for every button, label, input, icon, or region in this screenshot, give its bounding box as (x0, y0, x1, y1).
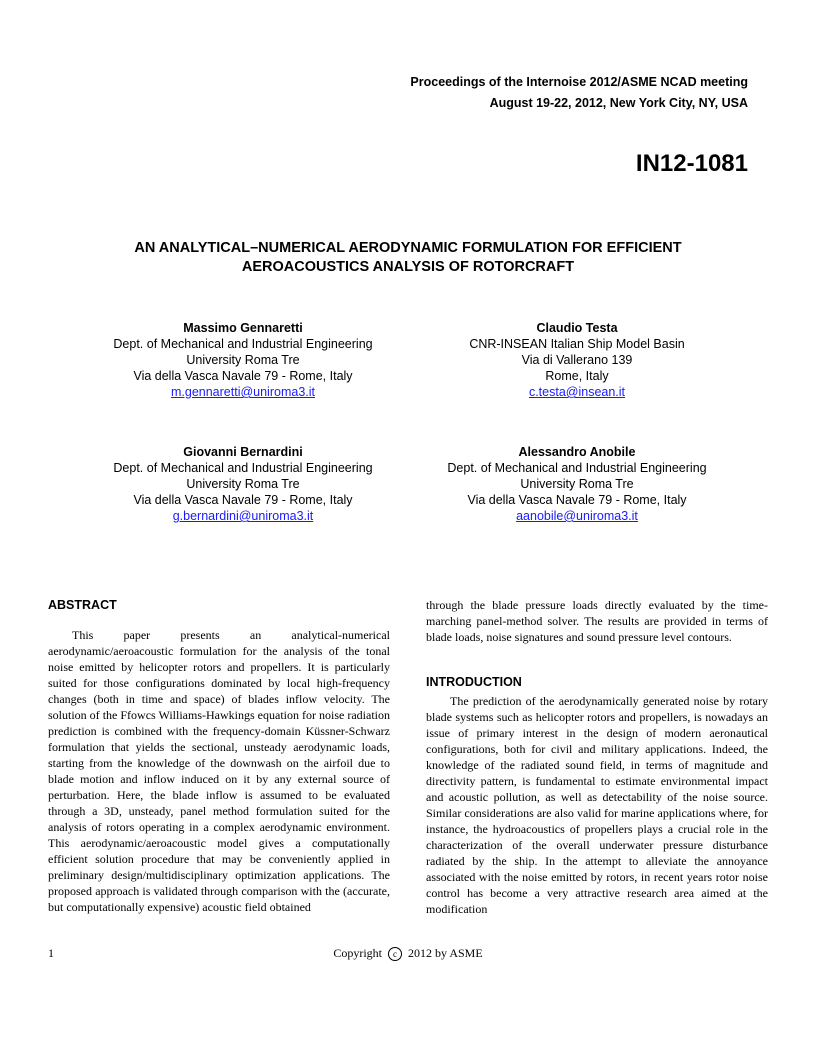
author-name: Claudio Testa (536, 321, 618, 335)
proceedings-header (410, 72, 748, 114)
author-block (412, 444, 742, 524)
author-institution: University Roma Tre (186, 477, 300, 491)
author-name: Alessandro Anobile (518, 445, 636, 459)
author-institution: Via di Vallerano 139 (521, 353, 633, 367)
proceedings-line-1: Proceedings of the Internoise 2012/ASME NCAD meeting (410, 75, 748, 89)
author-address: Via della Vasca Navale 79 - Rome, Italy (133, 493, 353, 507)
introduction-heading: INTRODUCTION (426, 675, 522, 689)
abstract-paragraph: This paper presents an analytical-numerical aerodynamic/aeroacoustic formulation for the analysis of the tonal noise emitted by helicopter rotors and propellers. It is particularly suited for those configurations dominated by local high-frequency changes (both in time and space) of blades inflow velocity. The solution of the Ffowcs Williams-Hawkings equation for noise radiation prediction is combined with the frequency-domain Küssner-Schwarz formulation that yields the sectional, unsteady aerodynamic loads, starting from the knowledge of the downwash on the airfoil due to blade motion and inflow induced on it by any external source of perturbation. Here, the blade inflow is assumed to be evaluated through a 3D, unsteady, panel method formulation suited for the analysis of rotors operating in a complex aerodynamic environment. This aerodynamic/aeroacoustic model gives a computationally efficient solution procedure that may be conveniently applied in preliminary design/multidisciplinary optimization applications. The proposed approach is validated through comparison with the (accurate, but computationally expensive) acoustic field obtained (48, 628, 390, 914)
page-number: 1 (48, 946, 54, 960)
author-dept: Dept. of Mechanical and Industrial Engineering (113, 461, 373, 475)
paper-title (60, 239, 756, 277)
introduction-paragraph: The prediction of the aerodynamically generated noise by rotary blade systems such as helicopter rotors and propellers, is nowadays an issue of primary interest in the design of modern aeronautical configurations, both for civil and military applications. Indeed, the knowledge of the radiated sound field, in terms of magnitude and directivity pattern, is fundamental to estimate environmental impact and acoustic pollution, as well as detectability of the noise source. Similar considerations are also valid for marine applications where, for instance, the hydroacoustics of propellers plays a crucial role in the characterization of the overall underwater pressure disturbance radiated by the ship. In the attempt to alleviate the annoyance associated with the noise emitted by rotors, in recent years rotor noise control has become a very attractive research area aimed at the modification (426, 694, 768, 916)
right-column (426, 597, 768, 917)
author-block (78, 444, 408, 524)
author-address: Via della Vasca Navale 79 - Rome, Italy (133, 369, 353, 383)
author-institution: University Roma Tre (186, 353, 300, 367)
author-block (412, 320, 742, 400)
author-email-link[interactable]: c.testa@insean.it (528, 385, 626, 399)
copyright-icon: c (388, 947, 402, 961)
copyright-prefix: Copyright (333, 946, 382, 960)
author-email-link[interactable]: aanobile@uniroma3.it (516, 509, 638, 523)
author-email-link[interactable]: g.bernardini@uniroma3.it (172, 509, 314, 523)
paper-id: IN12-1081 (635, 150, 748, 177)
author-email-link[interactable]: m.gennaretti@uniroma3.it (170, 385, 315, 399)
left-column (48, 597, 390, 915)
author-dept: CNR-INSEAN Italian Ship Model Basin (469, 337, 685, 351)
proceedings-line-2: August 19-22, 2012, New York City, NY, USA (489, 96, 748, 110)
author-name: Massimo Gennaretti (183, 321, 303, 335)
author-dept: Dept. of Mechanical and Industrial Engineering (113, 337, 373, 351)
author-address: Via della Vasca Navale 79 - Rome, Italy (467, 493, 687, 507)
copyright-notice (48, 946, 768, 961)
author-institution: University Roma Tre (520, 477, 634, 491)
author-dept: Dept. of Mechanical and Industrial Engineering (447, 461, 707, 475)
author-block (78, 320, 408, 400)
author-name: Giovanni Bernardini (183, 445, 303, 459)
title-line-2: AEROACOUSTICS ANALYSIS OF ROTORCRAFT (241, 259, 575, 275)
abstract-heading: ABSTRACT (48, 598, 117, 612)
copyright-suffix: 2012 by ASME (407, 946, 483, 960)
author-address: Rome, Italy (545, 369, 609, 383)
abstract-continuation: through the blade pressure loads directly evaluated by the time-marching panel-method solver. The results are provided in terms of blade loads, noise signatures and sound pressure level contours. (426, 598, 768, 644)
title-line-1: AN ANALYTICAL–NUMERICAL AERODYNAMIC FORMULATION FOR EFFICIENT (134, 240, 682, 256)
